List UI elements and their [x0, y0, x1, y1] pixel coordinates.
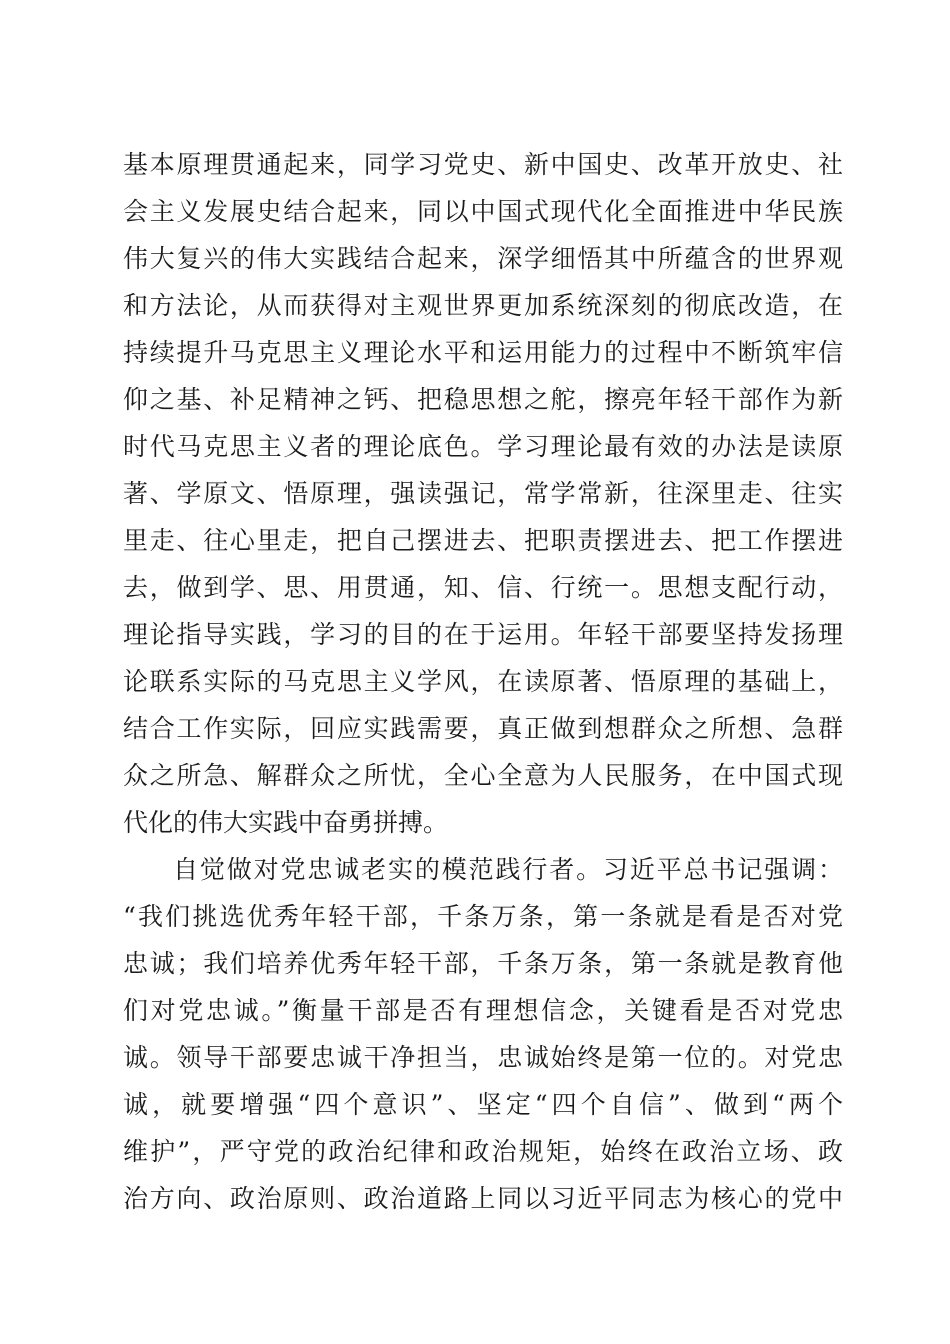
text-line: 会主义发展史结合起来，同以中国式现代化全面推进中华民族: [123, 197, 843, 226]
paragraph-end-line: 代化的伟大实践中奋勇拼搏。: [123, 808, 449, 837]
text-line: 著、学原文、悟原理，强读强记，常学常新，往深里走、往实: [123, 479, 843, 508]
text-line: “我们挑选优秀年轻干部，千条万条，第一条就是看是否对党: [123, 902, 843, 931]
text-line: 和方法论，从而获得对主观世界更加系统深刻的彻底改造，在: [123, 291, 843, 320]
text-line: 诚，就要增强“四个意识”、坚定“四个自信”、做到“两个: [123, 1090, 843, 1119]
text-line: 忠诚；我们培养优秀年轻干部，千条万条，第一条就是教育他: [123, 949, 843, 978]
document-body: [123, 141, 843, 1222]
text-line: 持续提升马克思主义理论水平和运用能力的过程中不断筑牢信: [123, 338, 843, 367]
text-line: 基本原理贯通起来，同学习党史、新中国史、改革开放史、社: [123, 150, 843, 179]
text-line: 众之所急、解群众之所忧，全心全意为人民服务，在中国式现: [123, 761, 843, 790]
text-line: 治方向、政治原则、政治道路上同以习近平同志为核心的党中: [123, 1184, 843, 1213]
text-line: 里走、往心里走，把自己摆进去、把职责摆进去、把工作摆进: [123, 526, 843, 555]
text-line: 去，做到学、思、用贯通，知、信、行统一。思想支配行动，: [123, 573, 843, 602]
paragraph-heading-line: 自觉做对党忠诚老实的模范践行者。习近平总书记强调：: [173, 855, 843, 884]
text-line: 论联系实际的马克思主义学风，在读原著、悟原理的基础上，: [123, 667, 843, 696]
text-line: 理论指导实践，学习的目的在于运用。年轻干部要坚持发扬理: [123, 620, 843, 649]
text-line: 结合工作实际，回应实践需要，真正做到想群众之所想、急群: [123, 714, 843, 743]
text-line: 仰之基、补足精神之钙、把稳思想之舵，擦亮年轻干部作为新: [123, 385, 843, 414]
text-line: 伟大复兴的伟大实践结合起来，深学细悟其中所蕴含的世界观: [123, 244, 843, 273]
text-line: 们对党忠诚。”衡量干部是否有理想信念，关键看是否对党忠: [123, 996, 843, 1025]
text-line: 时代马克思主义者的理论底色。学习理论最有效的办法是读原: [123, 432, 843, 461]
text-line: 维护”，严守党的政治纪律和政治规矩，始终在政治立场、政: [123, 1137, 843, 1166]
text-line: 诚。领导干部要忠诚干净担当，忠诚始终是第一位的。对党忠: [123, 1043, 843, 1072]
